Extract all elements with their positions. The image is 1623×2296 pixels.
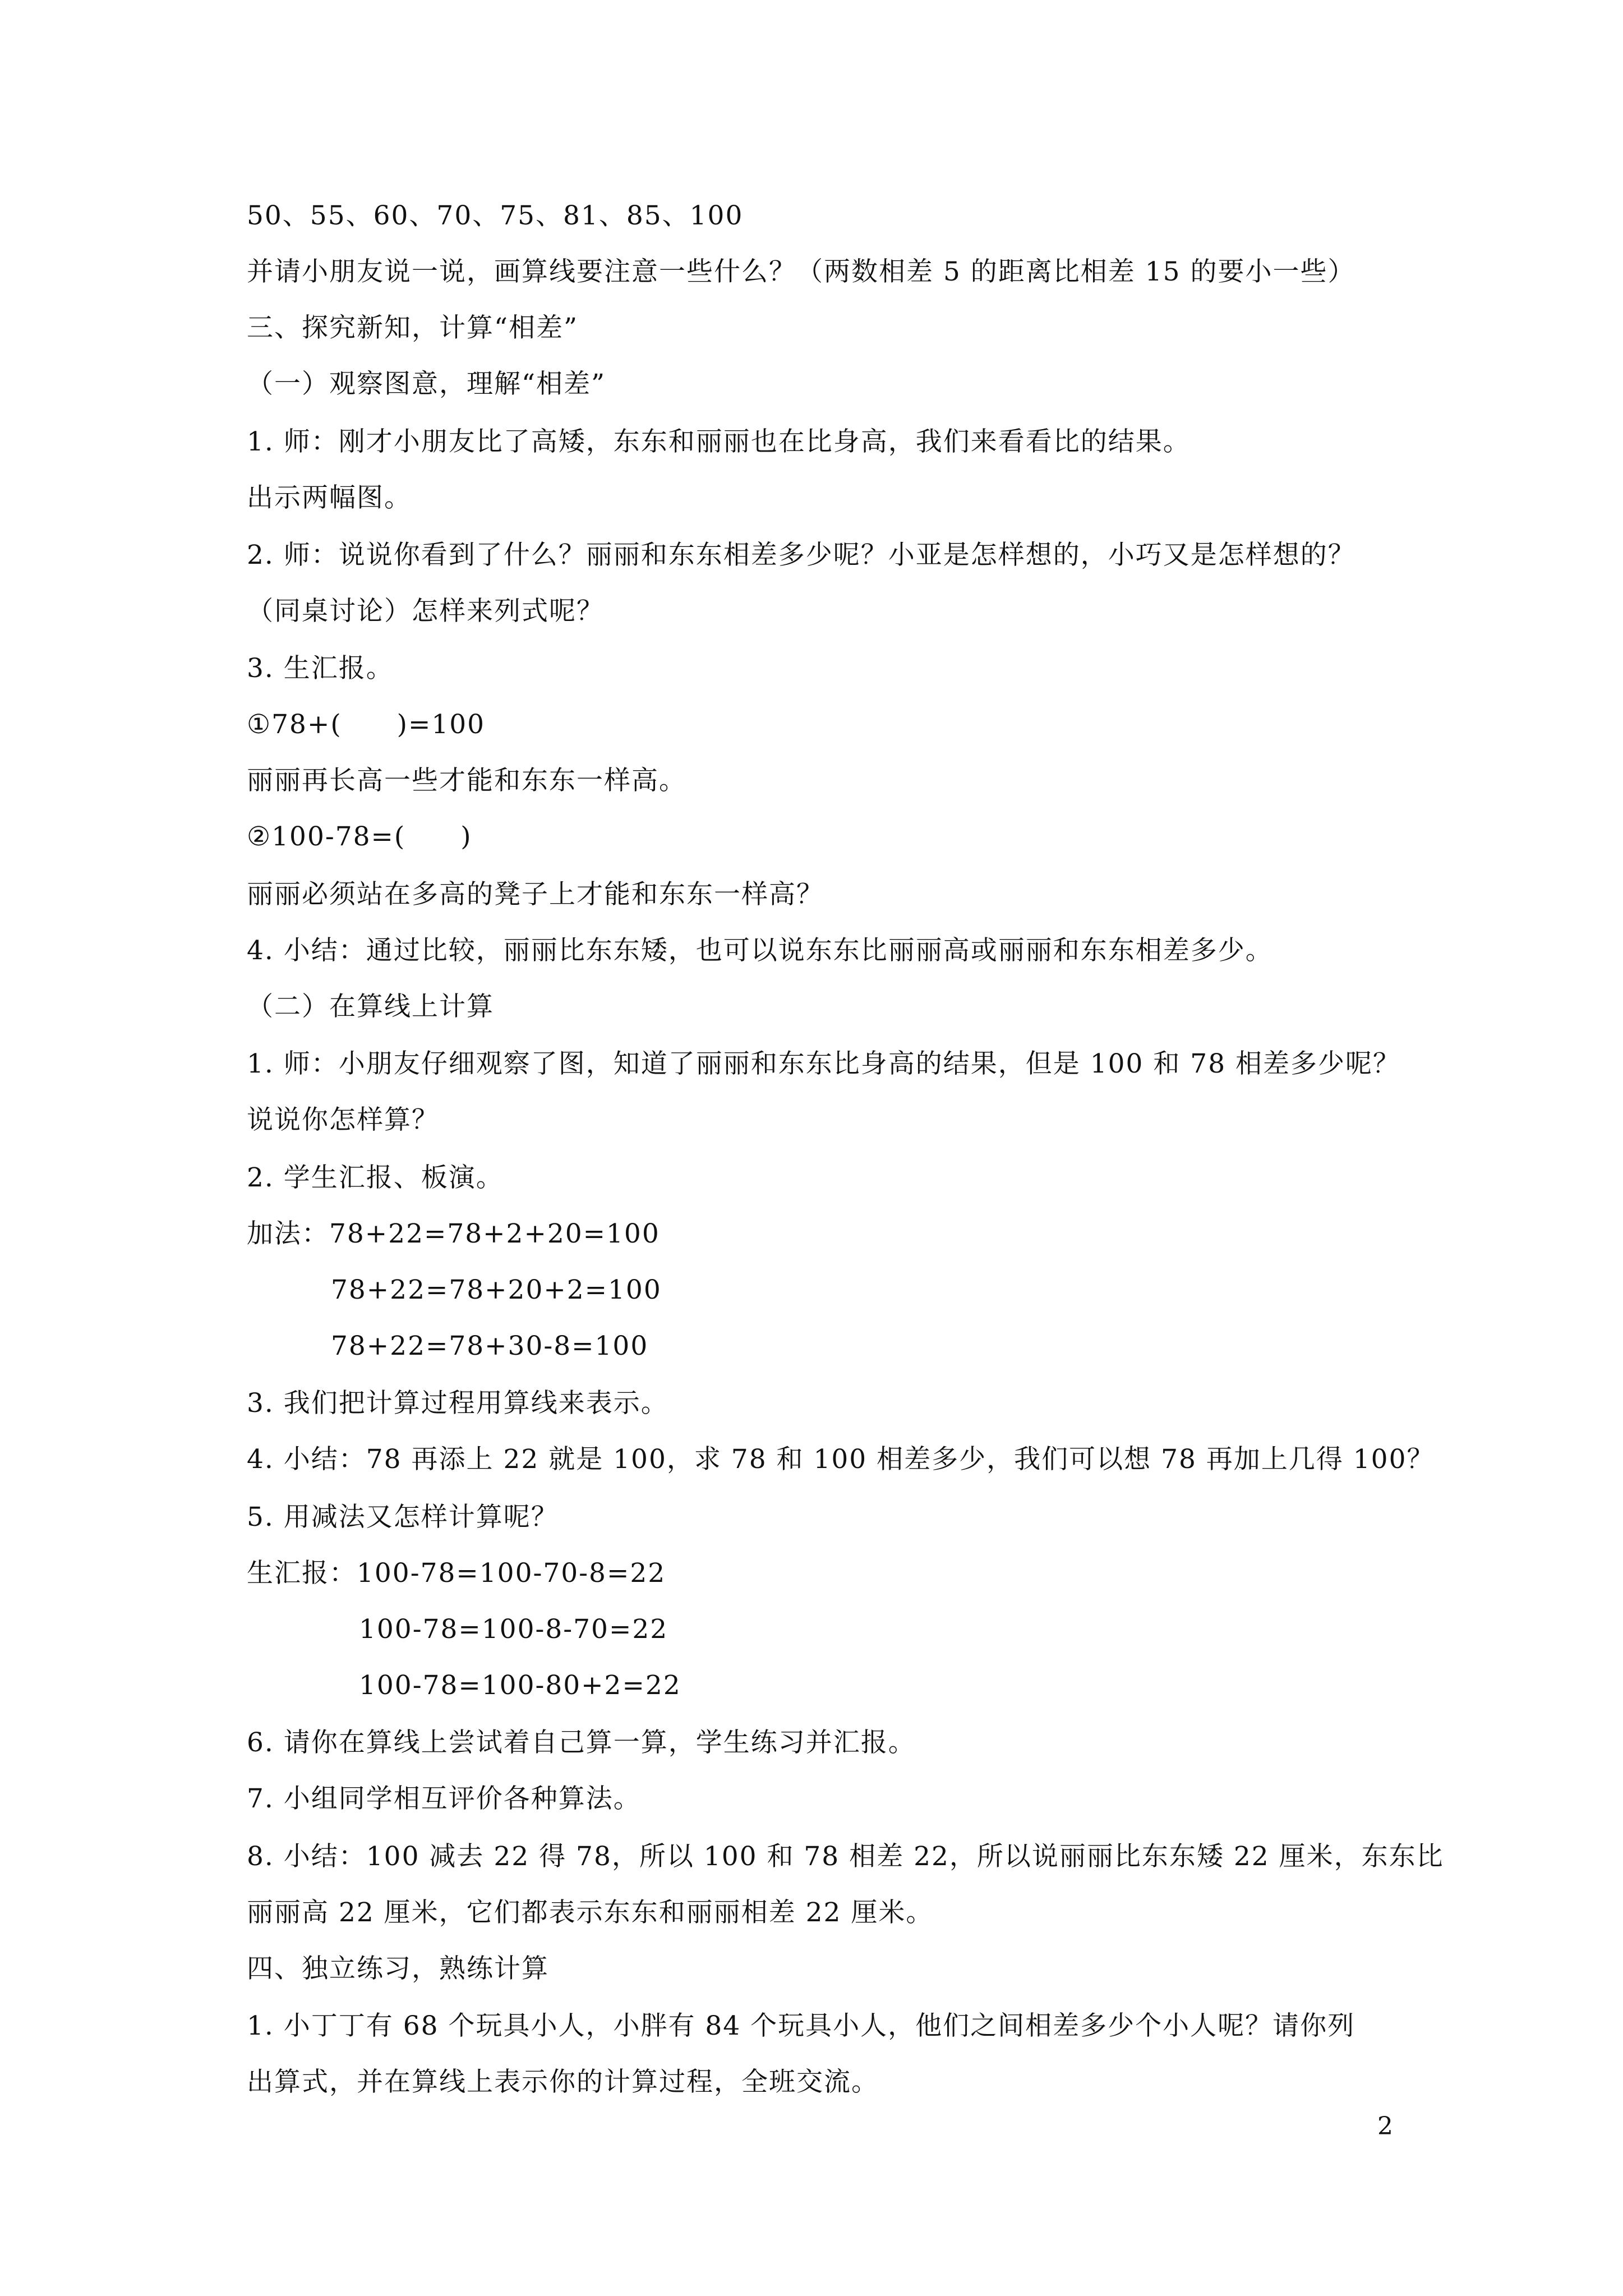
text-line: 4. 小结：通过比较，丽丽比东东矮，也可以说东东比丽丽高或丽丽和东东相差多少。	[247, 935, 1273, 966]
text-line: 2. 师：说说你看到了什么？丽丽和东东相差多少呢？小亚是怎样想的，小巧又是怎样想的？	[247, 540, 1355, 570]
text-line: ①78+( )=100	[247, 709, 486, 740]
text-line: 3. 生汇报。	[247, 653, 394, 684]
text-line: 6. 请你在算线上尝试着自己算一算，学生练习并汇报。	[247, 1727, 916, 1758]
text-line: 丽丽必须站在多高的凳子上才能和东东一样高？	[247, 879, 824, 910]
text-line: 50、55、60、70、75、81、85、100	[247, 200, 744, 231]
text-line: 3. 我们把计算过程用算线来表示。	[247, 1388, 668, 1419]
text-line: 4. 小结：78 再添上 22 就是 100，求 78 和 100 相差多少，我们可以想 78 再加上几得 100？	[247, 1444, 1435, 1475]
text-line: 出示两幅图。	[247, 482, 412, 513]
text-line: 生汇报：100-78=100-70-8=22	[247, 1558, 666, 1589]
text-line: （二）在算线上计算	[247, 991, 494, 1022]
text-line: 100-78=100-80+2=22	[359, 1670, 681, 1701]
text-line: ②100-78=( )	[247, 821, 472, 852]
text-line: 2. 学生汇报、板演。	[247, 1162, 504, 1193]
text-line: 1. 师：小朋友仔细观察了图，知道了丽丽和东东比身高的结果，但是 100 和 78 相差多少呢？	[247, 1048, 1401, 1079]
text-line: （同桌讨论）怎样来列式呢？	[247, 596, 604, 627]
text-line: 四、独立练习，熟练计算	[247, 1953, 549, 1984]
text-line: 加法：78+22=78+2+20=100	[247, 1218, 660, 1249]
text-line: 7. 小组同学相互评价各种算法。	[247, 1783, 641, 1814]
text-line: 100-78=100-8-70=22	[359, 1614, 668, 1645]
text-line: 78+22=78+20+2=100	[331, 1274, 662, 1305]
text-line: 丽丽高 22 厘米，它们都表示东东和丽丽相差 22 厘米。	[247, 1897, 934, 1928]
text-line: （一）观察图意，理解“相差”	[247, 369, 606, 399]
text-line: 并请小朋友说一说，画算线要注意一些什么？（两数相差 5 的距离比相差 15 的要小一些）	[247, 256, 1355, 287]
text-line: 出算式，并在算线上表示你的计算过程，全班交流。	[247, 2067, 879, 2097]
text-line: 8. 小结：100 减去 22 得 78，所以 100 和 78 相差 22，所以说丽丽比东东矮 22 厘米，东东比	[247, 1841, 1444, 1872]
text-line: 5. 用减法又怎样计算呢？	[247, 1502, 559, 1533]
text-line: 1. 师：刚才小朋友比了高矮，东东和丽丽也在比身高，我们来看看比的结果。	[247, 426, 1191, 457]
page-number: 2	[1377, 2112, 1393, 2141]
text-line: 1. 小丁丁有 68 个玩具小人，小胖有 84 个玩具小人，他们之间相差多少个小人呢？请你列	[247, 2010, 1355, 2041]
text-line: 说说你怎样算？	[247, 1105, 439, 1135]
text-line: 三、探究新知，计算“相差”	[247, 312, 579, 343]
text-line: 丽丽再长高一些才能和东东一样高。	[247, 765, 686, 796]
text-line: 78+22=78+30-8=100	[331, 1331, 649, 1361]
